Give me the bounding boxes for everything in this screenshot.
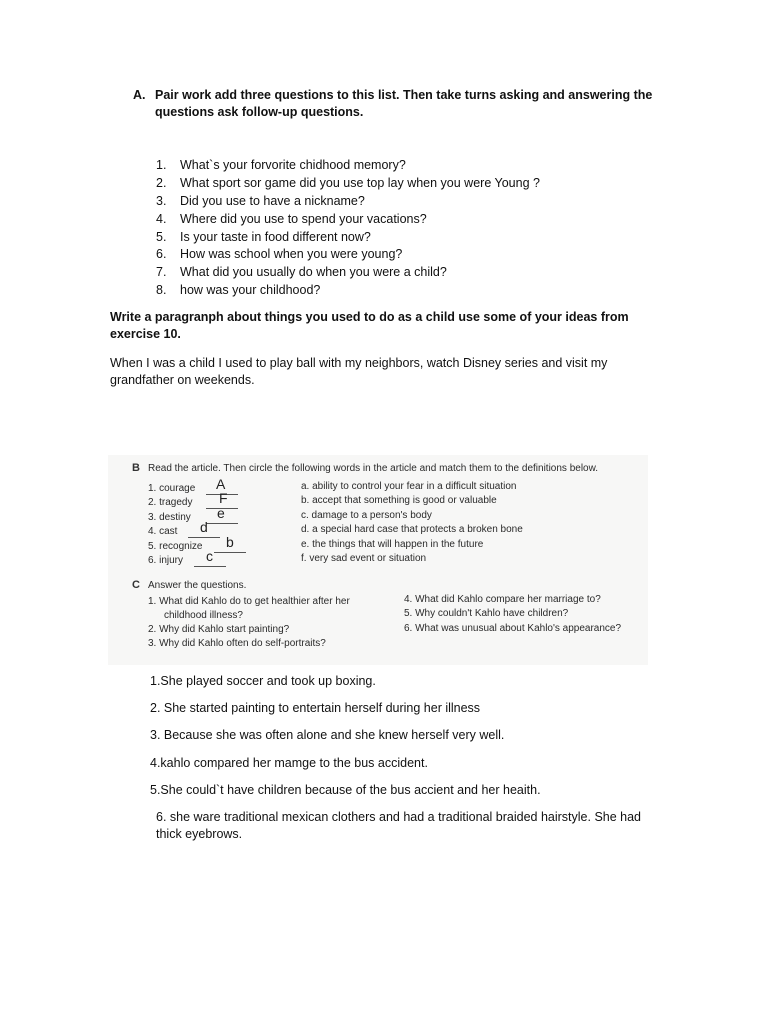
writing-answer: When I was a child I used to play ball with my neighbors, watch Disney series and visit my grandfather on weekends. [110,356,608,387]
section-c-instruction: Answer the questions. [148,580,247,591]
handwritten-answer: F [219,490,228,506]
item-text: how was your childhood? [180,283,321,298]
textbook-scan [108,455,648,665]
list-item [156,230,636,248]
answer-item: 3. Because she was often alone and she knew herself very well. [150,728,505,742]
item-number: 1. [156,158,167,172]
definition-item: a. ability to control your fear in a difficult situation [301,481,517,492]
list-item [156,265,636,283]
item-text: Did you use to have a nickname? [180,193,365,208]
word-label: 2. tragedy [148,497,193,508]
question-item: 3. Why did Kahlo often do self-portraits? [148,638,326,649]
handwritten-answer: e [217,505,225,521]
answer-item: 4.kahlo compared her mamge to the bus accident. [150,756,428,770]
definition-item: b. accept that something is good or valuable [301,495,497,506]
question-item: 5. Why couldn't Kahlo have children? [404,608,569,619]
item-number: 2. [156,175,167,190]
question-item: 2. Why did Kahlo start painting? [148,624,290,635]
item-text: Where did you use to spend your vacations? [180,211,427,226]
list-item [156,176,636,194]
handwritten-answer: c [206,548,213,564]
section-c-letter: C [132,579,140,591]
item-number: 3. [156,193,167,208]
item-text: What`s your forvorite chidhood memory? [180,158,406,172]
definition-item: e. the things that will happen in the future [301,539,484,550]
item-text: What did you usually do when you were a child? [180,265,447,280]
item-number: 6. [156,247,167,262]
answer-item: 6. she ware traditional mexican clothers and had a traditional braided hairstyle. She had thick eyebrows. [156,810,642,841]
question-item: childhood illness? [164,610,243,621]
section-a-instruction: Pair work add three questions to this list. Then take turns asking and answering the questions ask follow-up questions. [155,88,653,119]
definition-item: f. very sad event or situation [301,553,427,564]
answer-line [194,566,226,567]
list-item [156,194,636,212]
item-number: 5. [156,229,167,244]
item-text: How was school when you were young? [180,247,403,262]
list-item [156,212,636,230]
definition-item: c. damage to a person's body [301,510,432,521]
answer-line [188,537,220,538]
item-number: 7. [156,265,167,280]
section-b-instruction: Read the article. Then circle the following words in the article and match them to the definitions below. [148,463,599,474]
item-number: 8. [156,283,167,298]
word-label: 4. cast [148,526,178,537]
word-label: 1. courage [148,483,196,494]
handwritten-answer: b [226,534,234,550]
answer-line [214,552,246,553]
writing-instruction: Write a paragranph about things you used to do as a child use some of your ideas from exercise 10. [110,310,629,341]
list-item [156,158,636,176]
list-item [156,247,636,265]
answer-line [206,523,238,524]
list-item [156,283,636,301]
definition-item: d. a special hard case that protects a broken bone [301,524,523,535]
question-item: 6. What was unusual about Kahlo's appearance? [404,623,622,634]
handwritten-answer: A [216,476,226,492]
item-text: Is your taste in food different now? [180,229,371,244]
question-item: 1. What did Kahlo do to get healthier after her [148,596,350,607]
item-text: What sport sor game did you use top lay when you were Young ? [180,175,540,190]
word-label: 5. recognize [148,541,203,552]
question-item: 4. What did Kahlo compare her marriage to? [404,594,601,605]
answer-item: 1.She played soccer and took up boxing. [150,674,376,688]
answer-item: 2. She started painting to entertain herself during her illness [150,701,481,715]
item-number: 4. [156,211,167,226]
word-label: 6. injury [148,555,184,566]
question-list [156,158,636,301]
handwritten-answer: d [200,519,208,535]
section-a-letter: A. [133,88,146,102]
section-b-letter: B [132,462,140,474]
word-label: 3. destiny [148,512,191,523]
answer-item: 5.She could`t have children because of the bus accient and her heaith. [150,783,541,797]
